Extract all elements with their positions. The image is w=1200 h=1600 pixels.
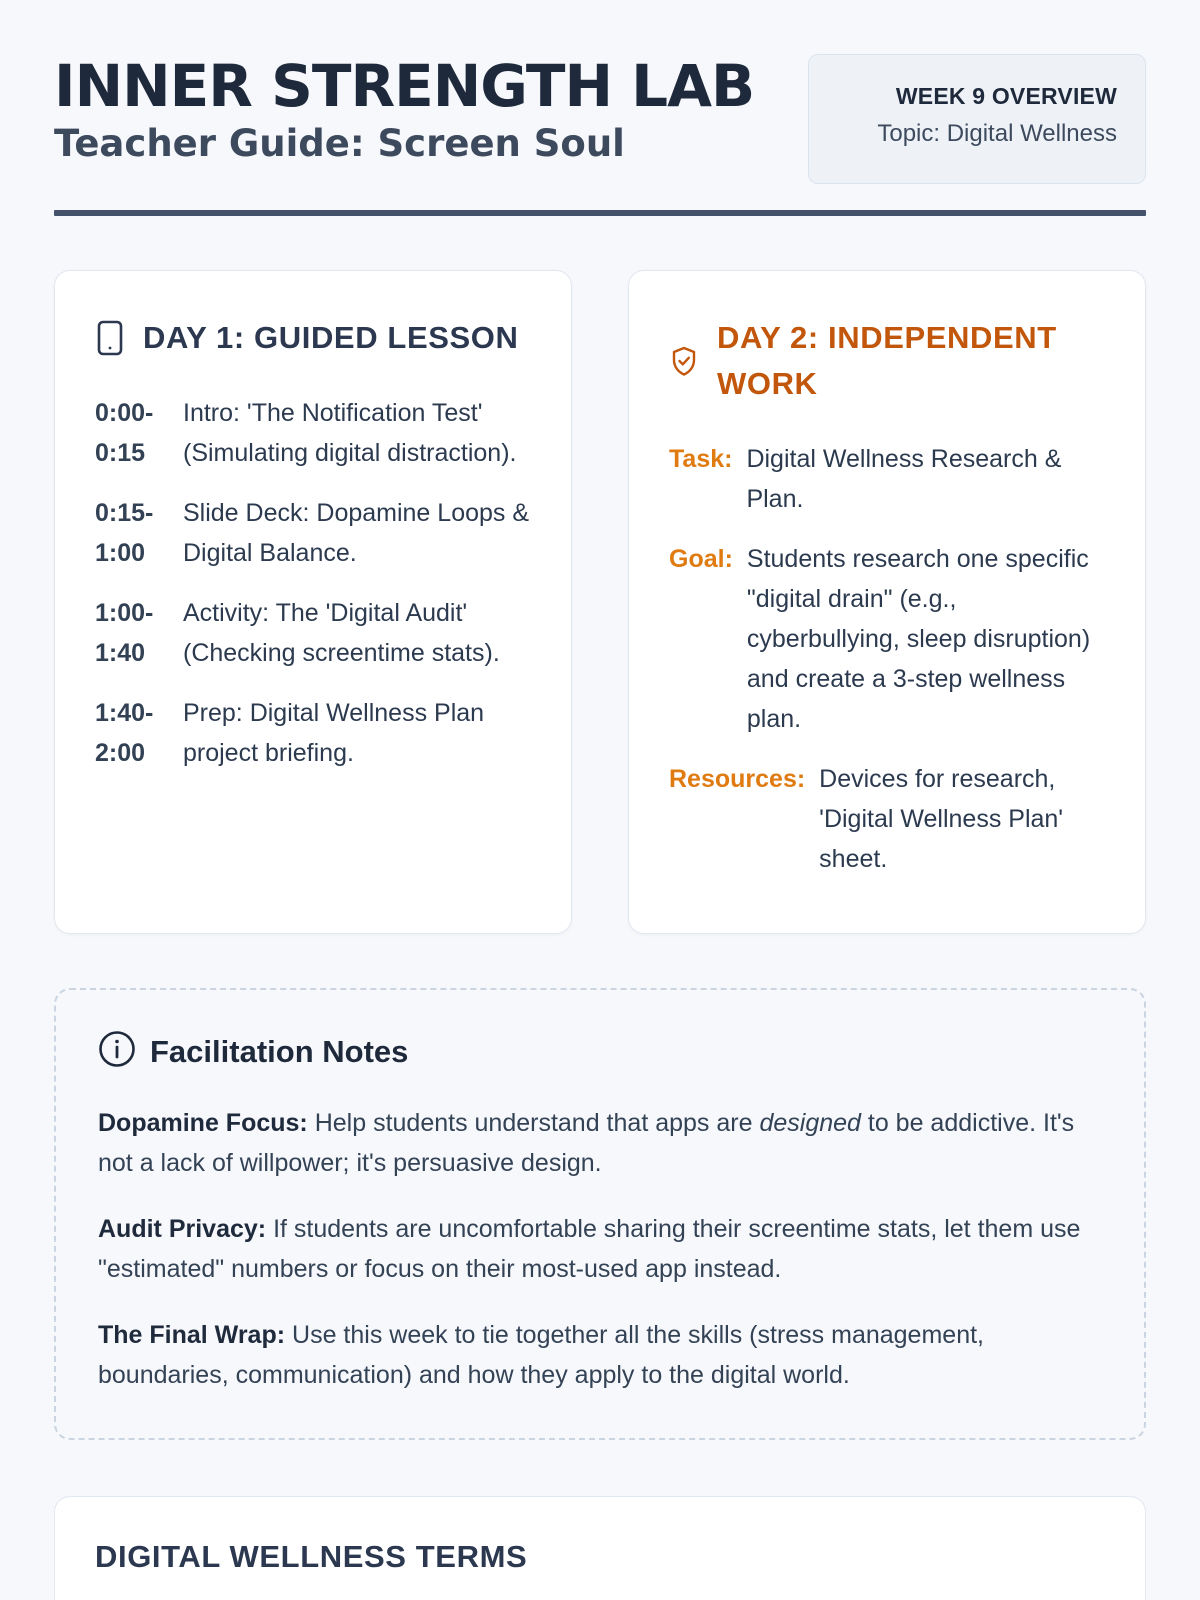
schedule-time: 1:40-2:00: [95, 699, 154, 767]
header-divider: [54, 210, 1146, 216]
day1-card: [54, 270, 572, 934]
schedule-row: [95, 393, 531, 473]
schedule-time: 0:00-0:15: [95, 399, 154, 467]
page-subtitle: Teacher Guide: Screen Soul: [54, 122, 625, 165]
note-label: Audit Privacy:: [98, 1215, 267, 1243]
day2-item: [669, 539, 1105, 739]
day2-title: DAY 2: INDEPENDENT WORK: [717, 320, 1057, 401]
schedule-text: Slide Deck: Dopamine Loops & Digital Balance.: [183, 499, 530, 567]
day2-item-text: Students research one specific "digital drain" (e.g., cyberbullying, sleep disruption) and create a 3-step wellness plan.: [746, 545, 1091, 733]
day2-item: [669, 759, 1105, 879]
note-item: [98, 1209, 1104, 1289]
note-text: If students are uncomfortable sharing their screentime stats, let them use "estimated" numbers or focus on their most-used app instead.: [98, 1215, 1081, 1283]
terms-title: DIGITAL WELLNESS TERMS: [95, 1539, 528, 1574]
terms-card: [54, 1496, 1146, 1600]
notes-header: [98, 1030, 1104, 1073]
schedule-time: 1:00-1:40: [95, 599, 154, 667]
day-cards: [54, 270, 1146, 934]
schedule-row: [95, 493, 531, 573]
note-text: Help students understand that apps are: [314, 1109, 760, 1137]
schedule-time: 0:15-1:00: [95, 499, 154, 567]
day1-title: DAY 1: GUIDED LESSON: [143, 320, 519, 355]
note-label: The Final Wrap:: [98, 1321, 286, 1349]
note-text-after: to be addictive. It's not a lack of willpower; it's persuasive design.: [98, 1109, 1075, 1177]
schedule-row: [95, 593, 531, 673]
note-text: Use this week to tie together all the skills (stress management, boundaries, communication) and how they apply to the digital world.: [98, 1321, 984, 1389]
shield-check-icon: [669, 343, 699, 379]
day2-item-label: Goal:: [669, 545, 733, 573]
day2-item-label: Resources:: [669, 765, 806, 793]
day2-item: [669, 439, 1105, 519]
page-header: [54, 0, 1146, 218]
note-emphasis: designed: [759, 1109, 861, 1137]
day2-item-label: Task:: [669, 445, 733, 473]
day2-card: [628, 270, 1146, 934]
week-overview-box: [808, 54, 1146, 184]
schedule-row: [95, 693, 531, 773]
week-topic: Topic: Digital Wellness: [877, 120, 1117, 147]
day2-item-text: Digital Wellness Research & Plan.: [746, 445, 1062, 513]
facilitation-notes: [54, 988, 1146, 1440]
note-item: [98, 1315, 1104, 1395]
day1-header: [95, 315, 531, 361]
notes-title: Facilitation Notes: [150, 1033, 409, 1069]
phone-icon: [95, 320, 125, 356]
day2-item-text: Devices for research, 'Digital Wellness Plan' sheet.: [819, 765, 1064, 873]
notes-list: [98, 1103, 1104, 1395]
week-overview-label: WEEK 9 OVERVIEW: [895, 83, 1117, 109]
schedule-text: Intro: 'The Notification Test' (Simulating digital distraction).: [183, 399, 517, 467]
day2-items: [669, 439, 1105, 879]
note-item: [98, 1103, 1104, 1183]
note-label: Dopamine Focus:: [98, 1109, 308, 1137]
day1-schedule: [95, 393, 531, 773]
info-icon: [98, 1030, 136, 1073]
page-title: INNER STRENGTH LAB: [54, 52, 755, 120]
schedule-text: Prep: Digital Wellness Plan project briefing.: [183, 699, 485, 767]
schedule-text: Activity: The 'Digital Audit' (Checking screentime stats).: [183, 599, 500, 667]
day2-header: [669, 315, 1105, 407]
